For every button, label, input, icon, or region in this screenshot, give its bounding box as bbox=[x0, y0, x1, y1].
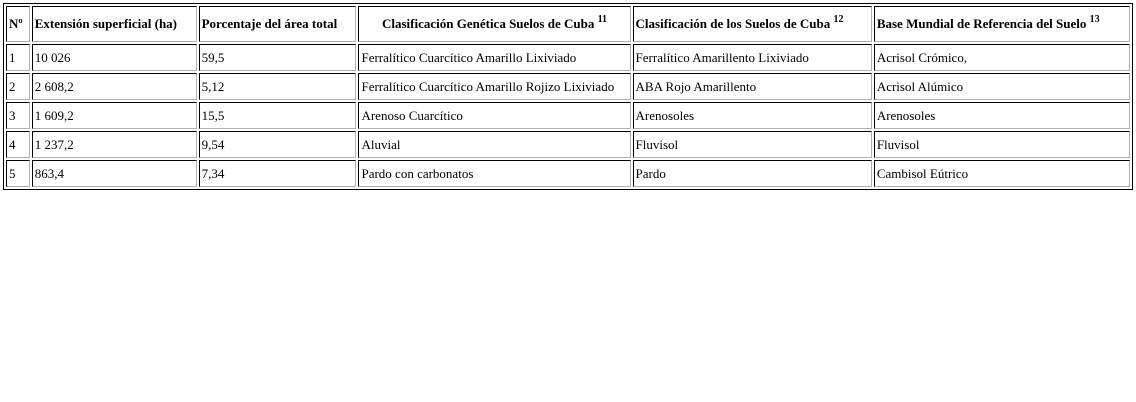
cell-cuba-classification: Pardo bbox=[633, 160, 872, 187]
header-label: Extensión superficial (ha) bbox=[34, 16, 178, 31]
cell-number: 2 bbox=[6, 73, 30, 100]
header-label: Clasificación de los Suelos de Cuba bbox=[635, 16, 831, 31]
cell-genetic-classification: Ferralítico Cuarcítico Amarillo Rojizo Lixiviado bbox=[358, 73, 630, 100]
cell-cuba-classification: Arenosoles bbox=[633, 102, 872, 129]
cell-number: 4 bbox=[6, 131, 30, 158]
table-row bbox=[6, 160, 1130, 187]
cell-percentage: 59,5 bbox=[199, 44, 357, 71]
cell-surface-extent: 2 608,2 bbox=[32, 73, 197, 100]
cell-percentage: 5,12 bbox=[199, 73, 357, 100]
cell-surface-extent: 863,4 bbox=[32, 160, 197, 187]
cell-world-reference-base: Arenosoles bbox=[874, 102, 1130, 129]
header-label: Porcentaje del área total bbox=[201, 16, 338, 31]
cell-percentage: 7,34 bbox=[199, 160, 357, 187]
header-label: Base Mundial de Referencia del Suelo bbox=[876, 16, 1087, 31]
table-row bbox=[6, 73, 1130, 100]
cell-genetic-classification: Aluvial bbox=[358, 131, 630, 158]
cell-cuba-classification: Ferralítico Amarillento Lixiviado bbox=[633, 44, 872, 71]
footnote-ref: 13 bbox=[1089, 14, 1100, 25]
cell-genetic-classification: Pardo con carbonatos bbox=[358, 160, 630, 187]
cell-number: 5 bbox=[6, 160, 30, 187]
header-label: Clasificación Genética Suelos de Cuba bbox=[381, 16, 595, 31]
cell-genetic-classification: Arenoso Cuarcítico bbox=[358, 102, 630, 129]
cell-world-reference-base: Acrisol Crómico, bbox=[874, 44, 1130, 71]
cell-cuba-classification: Fluvisol bbox=[633, 131, 872, 158]
cell-surface-extent: 1 237,2 bbox=[32, 131, 197, 158]
cell-world-reference-base: Acrisol Alúmico bbox=[874, 73, 1130, 100]
cell-percentage: 15,5 bbox=[199, 102, 357, 129]
cell-world-reference-base: Cambisol Eútrico bbox=[874, 160, 1130, 187]
cell-number: 3 bbox=[6, 102, 30, 129]
cell-genetic-classification: Ferralítico Cuarcítico Amarillo Lixiviado bbox=[358, 44, 630, 71]
header-world-reference-base bbox=[874, 6, 1130, 42]
cell-surface-extent: 10 026 bbox=[32, 44, 197, 71]
header-number bbox=[6, 6, 30, 42]
cell-percentage: 9,54 bbox=[199, 131, 357, 158]
header-genetic-classification bbox=[358, 6, 630, 42]
header-label: Nº bbox=[9, 16, 23, 31]
cell-number: 1 bbox=[6, 44, 30, 71]
table-row bbox=[6, 131, 1130, 158]
table-row bbox=[6, 102, 1130, 129]
soil-classification-table bbox=[3, 3, 1133, 190]
header-surface-extent bbox=[32, 6, 197, 42]
table-row bbox=[6, 44, 1130, 71]
cell-world-reference-base: Fluvisol bbox=[874, 131, 1130, 158]
table-header-row bbox=[6, 6, 1130, 42]
cell-cuba-classification: ABA Rojo Amarillento bbox=[633, 73, 872, 100]
footnote-ref: 11 bbox=[597, 14, 608, 25]
footnote-ref: 12 bbox=[833, 14, 844, 25]
header-cuba-classification bbox=[633, 6, 872, 42]
header-percentage bbox=[199, 6, 357, 42]
cell-surface-extent: 1 609,2 bbox=[32, 102, 197, 129]
